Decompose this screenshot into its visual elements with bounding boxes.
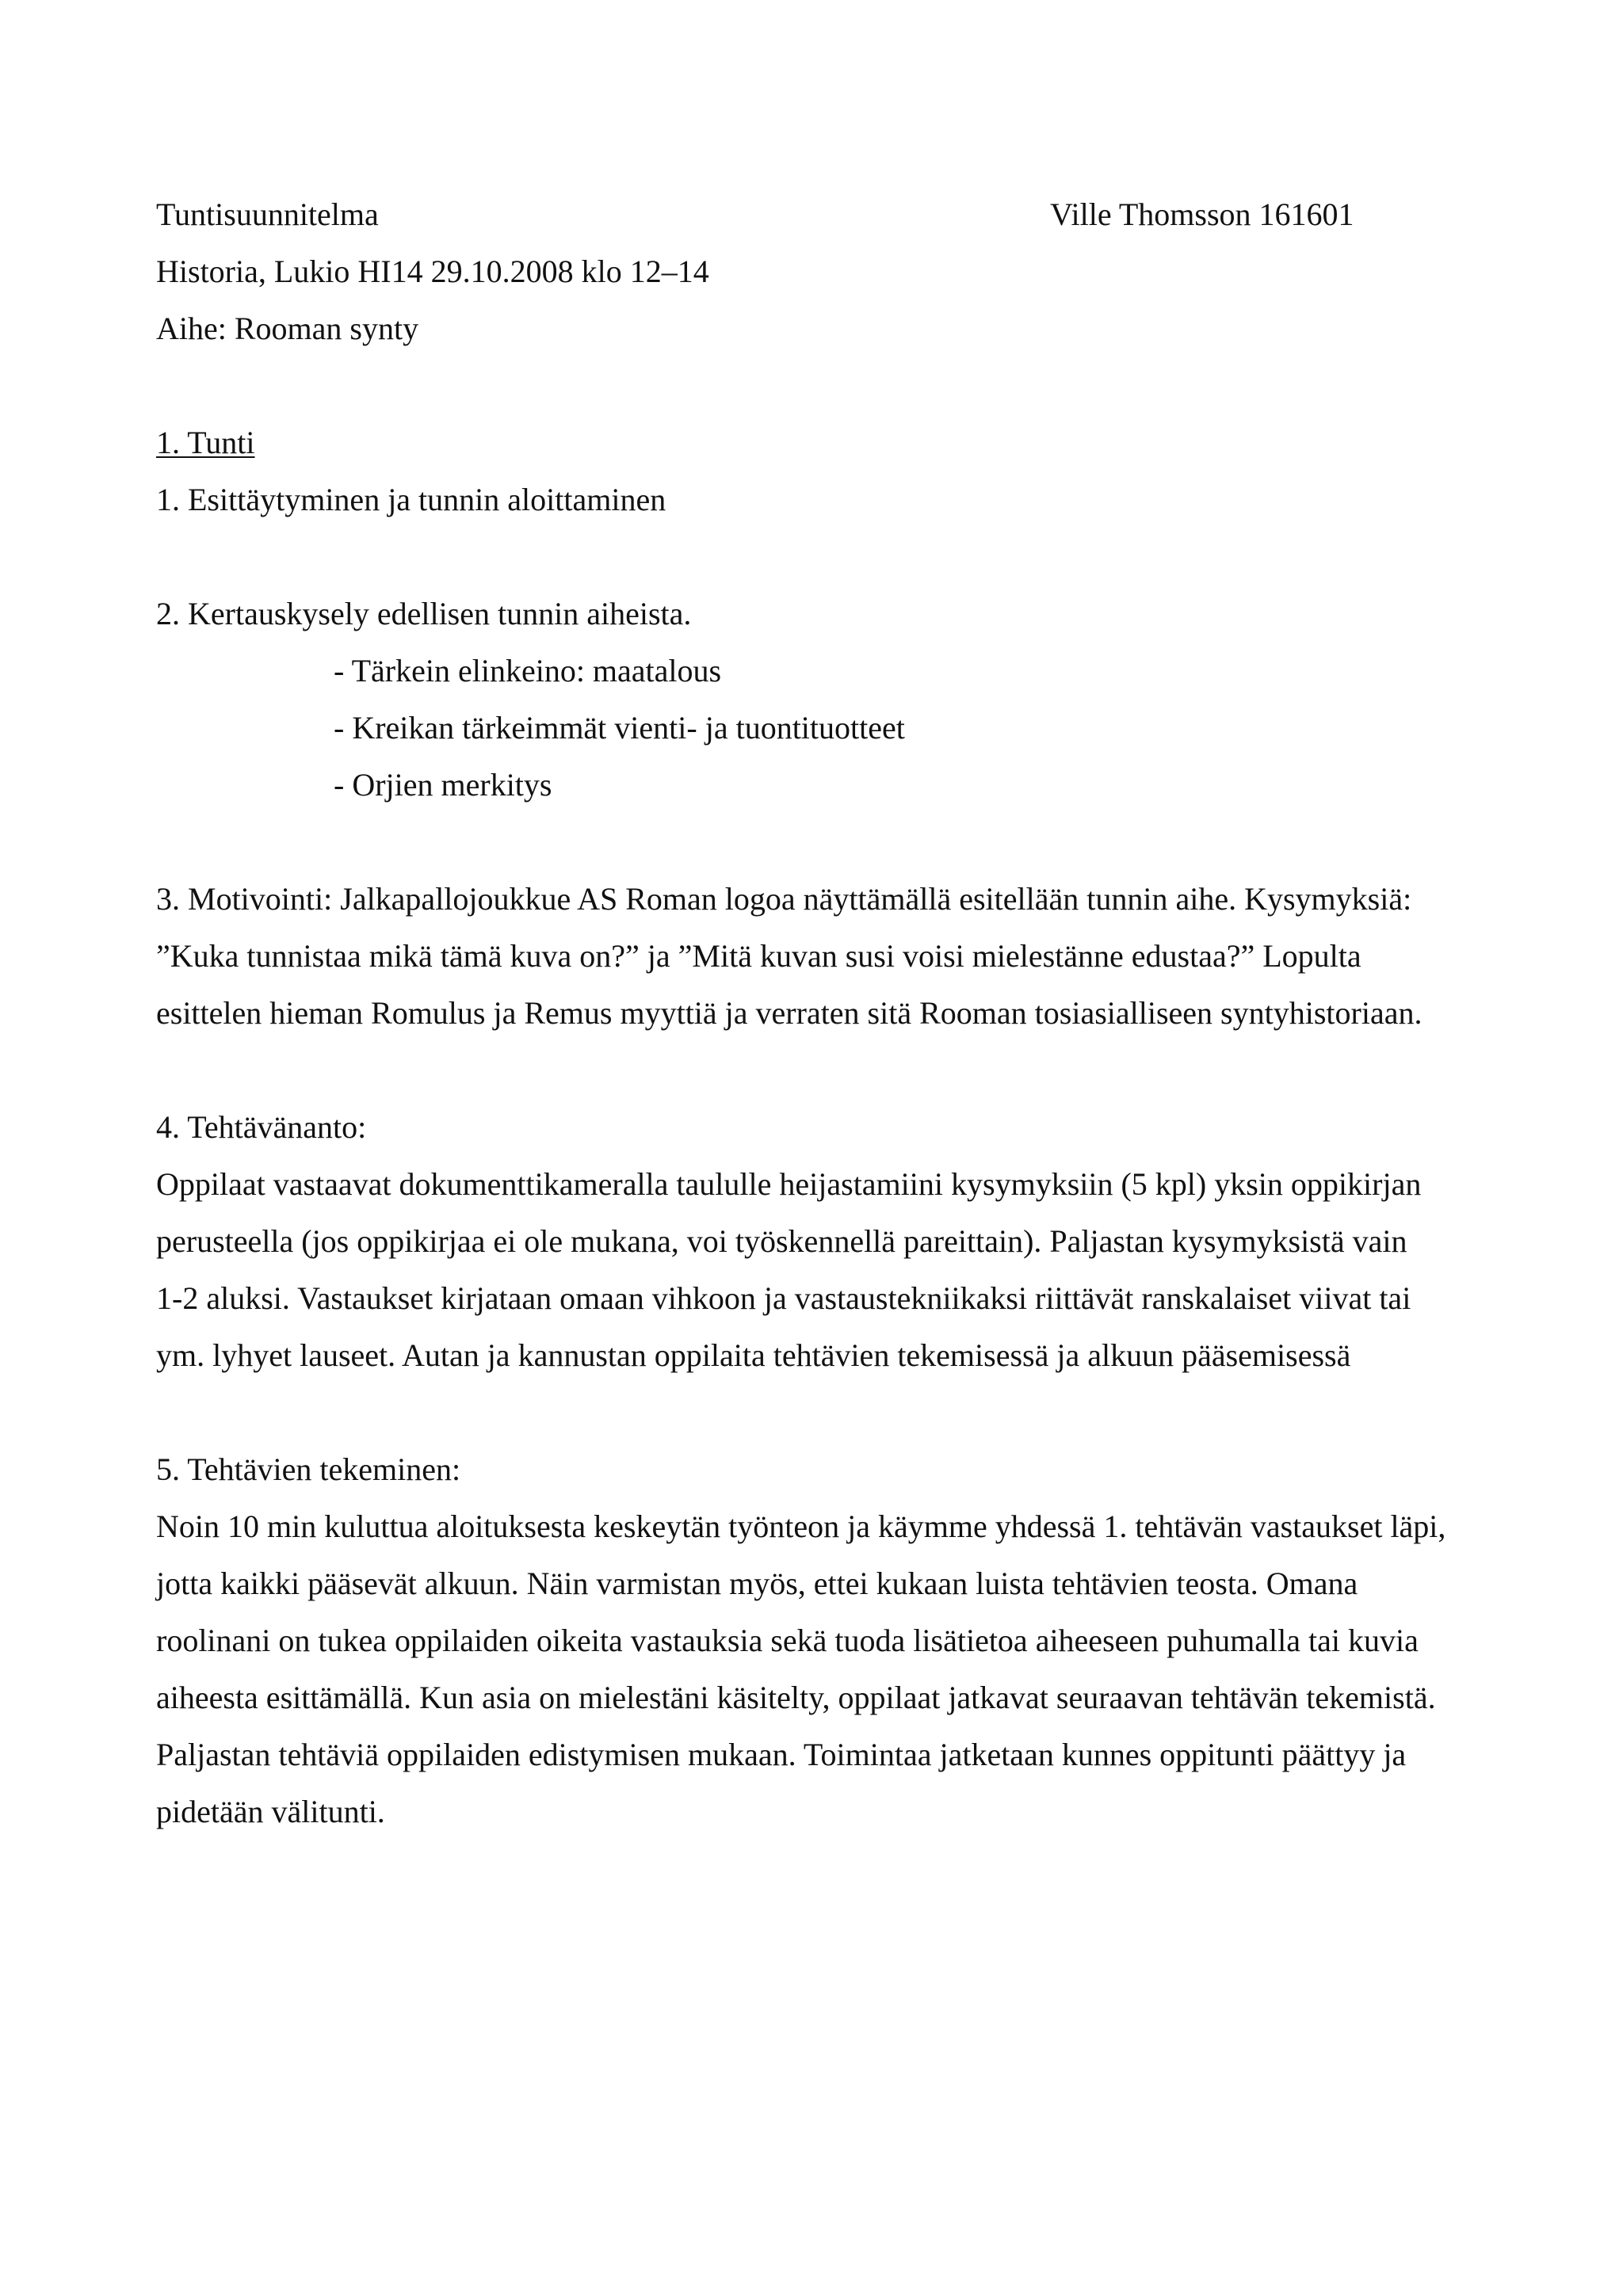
section-5-line: Paljastan tehtäviä oppilaiden edistymisen mukaan. Toimintaa jatketaan kunnes oppitunti päättyy ja	[156, 1737, 1407, 1772]
section-4-line: perusteella (jos oppikirjaa ei ole mukana, voi työskennellä pareittain). Paljastan kysymyksistä vain	[156, 1223, 1407, 1259]
section-2-heading: 2. Kertauskysely edellisen tunnin aiheista.	[156, 596, 692, 631]
section-2-bullet: - Tärkein elinkeino: maatalous	[334, 653, 722, 688]
section-4-line: ym. lyhyet lauseet. Autan ja kannustan oppilaita tehtävien tekemisessä ja alkuun pääsemisessä	[156, 1337, 1351, 1373]
section-5-line: jotta kaikki pääsevät alkuun. Näin varmistan myös, ettei kukaan luista tehtävien teosta. Omana	[156, 1566, 1358, 1601]
section-5-line: Noin 10 min kuluttua aloituksesta keskeytän työnteon ja käymme yhdessä 1. tehtävän vastaukset läpi,	[156, 1508, 1446, 1544]
section-5-heading: 5. Tehtävien tekeminen:	[156, 1451, 461, 1487]
lesson-heading: 1. Tunti	[156, 425, 255, 460]
lesson-topic: Aihe: Rooman synty	[156, 311, 419, 346]
author-name: Ville Thomsson 161601	[1050, 196, 1354, 232]
section-3-line: 3. Motivointi: Jalkapallojoukkue AS Roman logoa näyttämällä esitellään tunnin aihe. Kysymyksiä:	[156, 881, 1412, 917]
section-5-line: aiheesta esittämällä. Kun asia on mielestäni käsitelty, oppilaat jatkavat seuraavan tehtävän tekemistä.	[156, 1680, 1436, 1715]
document-title: Tuntisuunnitelma	[156, 196, 379, 232]
section-1-heading: 1. Esittäytyminen ja tunnin aloittaminen	[156, 482, 666, 517]
section-5-line: roolinani on tukea oppilaiden oikeita vastauksia sekä tuoda lisätietoa aiheeseen puhumalla tai kuvia	[156, 1623, 1419, 1658]
course-info: Historia, Lukio HI14 29.10.2008 klo 12–14	[156, 254, 709, 289]
section-2-bullet: - Orjien merkitys	[334, 767, 552, 803]
section-5-line: pidetään välitunti.	[156, 1794, 385, 1829]
section-4-line: 1-2 aluksi. Vastaukset kirjataan omaan vihkoon ja vastaustekniikaksi riittävät ranskalaiset viivat tai	[156, 1280, 1411, 1316]
section-3-line: esittelen hieman Romulus ja Remus myyttiä ja verraten sitä Rooman tosiasialliseen syntyhistoriaan.	[156, 995, 1423, 1031]
section-4-line: Oppilaat vastaavat dokumenttikameralla taululle heijastamiini kysymyksiin (5 kpl) yksin oppikirjan	[156, 1166, 1422, 1202]
section-2-bullet: - Kreikan tärkeimmät vienti- ja tuontituotteet	[334, 710, 905, 746]
section-4-heading: 4. Tehtävänanto:	[156, 1109, 367, 1145]
section-3-line: ”Kuka tunnistaa mikä tämä kuva on?” ja ”Mitä kuvan susi voisi mielestänne edustaa?” Lopulta	[156, 938, 1361, 974]
